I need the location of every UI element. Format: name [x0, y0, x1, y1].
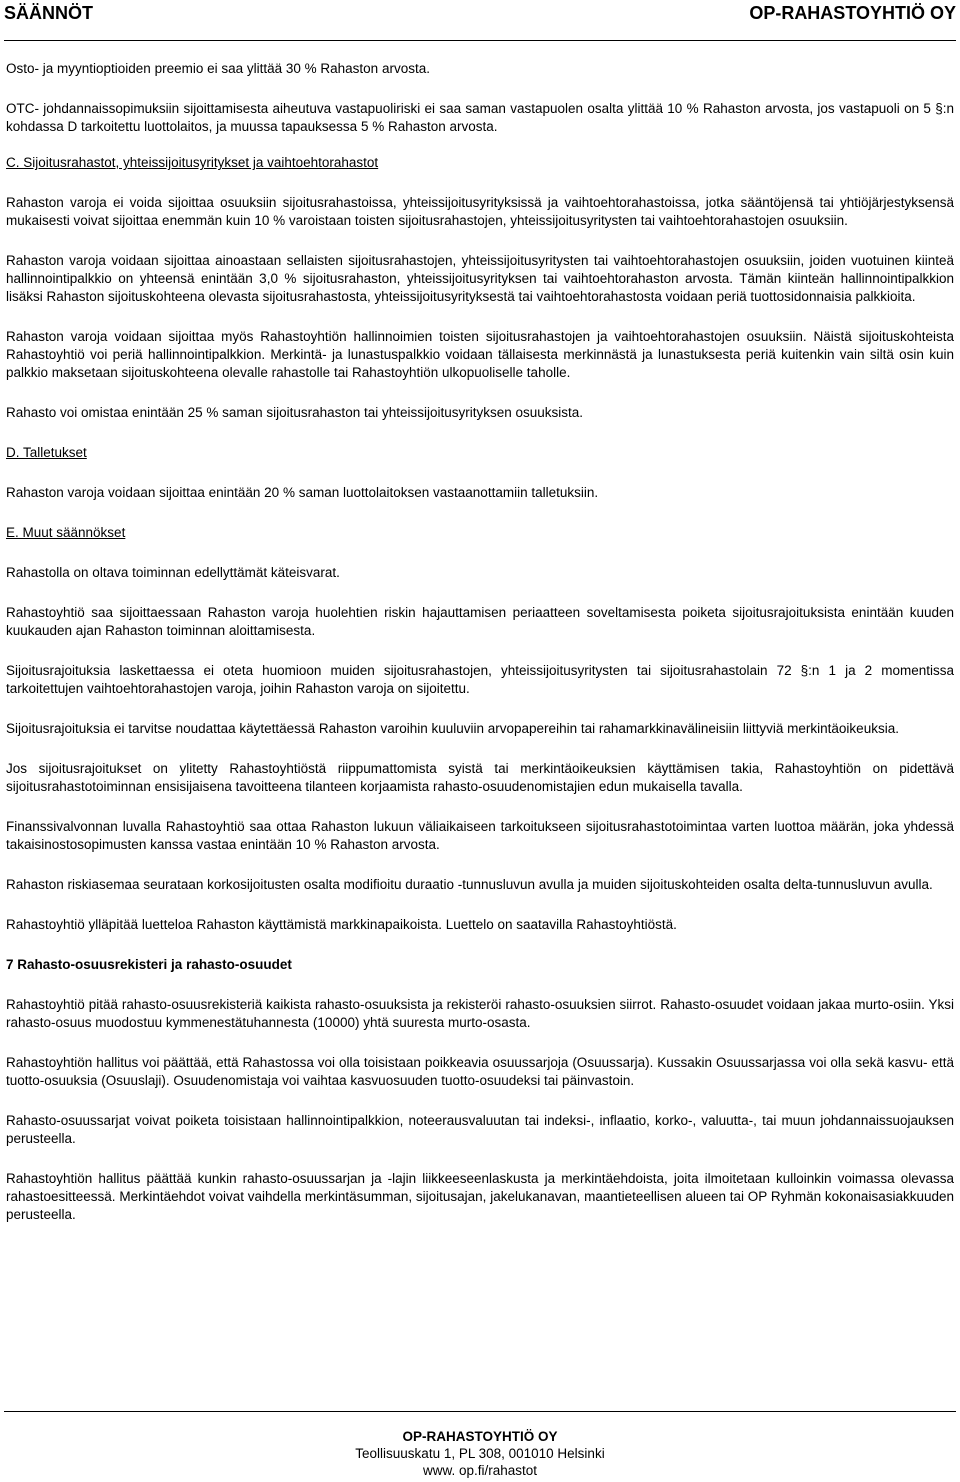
company-name: OP-RAHASTOYHTIÖ OY [749, 3, 956, 23]
paragraph: Rahasto-osuussarjat voivat poiketa toisistaan hallinnointipalkkion, noteerausvaluutan tai indeksi-, inflaatio, korko-, valuutta-, tai muun johdannaissuojauksen perusteella. [6, 1113, 954, 1146]
document-title: SÄÄNNÖT [4, 3, 93, 23]
paragraph: Rahastoyhtiö saa sijoittaessaan Rahaston varoja huolehtien riskin hajauttamisen periaatteen soveltamisesta poiketa sijoitusrajoituksista enintään kuuden kuukauden ajan Rahaston toiminnan aloittamisesta. [6, 605, 954, 638]
paragraph: Sijoitusrajoituksia laskettaessa ei oteta huomioon muiden sijoitusrahastojen, yhteissijoitusyritysten tai sijoitusrahastolain 72 §:n 1 ja 2 momentissa tarkoitettujen vaihtoehtorahastojen varoja, joihin Rahaston varoja on sijoitettu. [6, 663, 954, 696]
footer-website-link[interactable]: www. op.fi/rahastot [422, 1463, 538, 1478]
section-heading-7: 7 Rahasto-osuusrekisteri ja rahasto-osuudet [6, 957, 292, 972]
paragraph: Rahaston riskiasemaa seurataan korkosijoitusten osalta modifioitu duraatio -tunnusluvun avulla ja muiden sijoituskohteiden osalta delta-tunnusluvun avulla. [6, 877, 933, 892]
paragraph: Rahaston varoja voidaan sijoittaa myös Rahastoyhtiön hallinnoimien toisten sijoitusrahastojen ja vaihtoehtorahastojen osuuksiin. Näistä sijoituskohteista Rahastoyhtiö voi periä hallinnointipalkkion. Merkintä- ja lunastuspalkkio voidaan tällaisesta merkinnästä ja lunastuksesta periä kuitenkin vain siltä osin kuin palkkio maksetaan sijoituskohteena olevalle rahastolle tai Rahastoyhtiön ulkopuoliselle taholle. [6, 329, 954, 380]
section-heading-e: E. Muut säännökset [6, 525, 126, 540]
section-heading-c: C. Sijoitusrahastot, yhteissijoitusyritykset ja vaihtoehtorahastot [6, 155, 379, 170]
paragraph: Osto- ja myyntioptioiden preemio ei saa ylittää 30 % Rahaston arvosta. [6, 61, 430, 76]
paragraph: Rahaston varoja voidaan sijoittaa enintään 20 % saman luottolaitoksen vastaanottamiin talletuksiin. [6, 485, 599, 500]
footer-address: Teollisuuskatu 1, PL 308, 001010 Helsinki [355, 1446, 605, 1461]
footer-divider [4, 1411, 956, 1412]
paragraph: Rahastoyhtiö ylläpitää luetteloa Rahaston käyttämistä markkinapaikoista. Luettelo on saatavilla Rahastoyhtiöstä. [6, 917, 677, 932]
paragraph: Finanssivalvonnan luvalla Rahastoyhtiö saa ottaa Rahaston lukuun väliaikaiseen tarkoitukseen sijoitusrahastotoimintaa varten luottoa määrän, joka yhdessä takaisinostosopimusten kanssa vastaa enintään 10 % Rahaston arvosta. [6, 819, 954, 852]
paragraph: Rahaston varoja ei voida sijoittaa osuuksiin sijoitusrahastoissa, yhteissijoitusyrityksissä ja vaihtoehtorahastoissa, jotka sääntöjensä tai yhtiöjärjestyksensä mukaisesti voivat sijoittaa enemmän kuin 10 % varoistaan toisten sijoitusrahastojen, yhteissijoitusyritysten tai vaihtoehtorahastojen osuuksiin. [6, 195, 954, 228]
page-footer [0, 1428, 960, 1479]
paragraph: Jos sijoitusrajoitukset on ylitetty Rahastoyhtiöstä riippumattomista syistä tai merkintäoikeuksien käyttämisen takia, Rahastoyhtiön on pidettävä sijoitusrahastotoiminnan ensisijaisena tavoitteena tilanteen korjaamista rahasto-osuudenomistajien edun mukaisella tavalla. [6, 761, 954, 794]
paragraph: Rahaston varoja voidaan sijoittaa ainoastaan sellaisten sijoitusrahastojen, yhteissijoitusyritysten tai vaihtoehtorahastojen osuuksiin, joiden vuotuinen kiinteä hallinnointipalkkio on yhteensä enintään 3,0 % sijoitusrahaston, yhteissijoitusyrityksen tai vaihtoehtorahaston arvosta. Tämän kiinteän hallinnointipalkkion lisäksi Rahaston sijoituskohteena olevasta sijoitusrahastosta, yhteissijoitusyrityksestä tai vaihtoehtorahastosta voidaan periä tuottosidonnaisia palkkioita. [6, 253, 954, 304]
paragraph: Rahasto voi omistaa enintään 25 % saman sijoitusrahaston tai yhteissijoitusyrityksen osuuksista. [6, 405, 584, 420]
paragraph: Rahastoyhtiön hallitus päättää kunkin rahasto-osuussarjan ja -lajin liikkeeseenlaskusta ja merkintäehdoista, joita ilmoitetaan kulloinkin voimassa olevassa rahastoesitteessä. Merkintäehdot voivat vaihdella merkintäsumman, sijoitusajan, jakelukanavan, maantieteellisen alueen tai OP Ryhmän kokonaisasiakkuuden perusteella. [6, 1171, 954, 1222]
section-heading-d: D. Talletukset [6, 445, 87, 460]
paragraph: Rahastoyhtiön hallitus voi päättää, että Rahastossa voi olla toisistaan poikkeavia osuussarjoja (Osuussarja). Kussakin Osuussarjassa voi olla sekä kasvu- että tuotto-osuuksia (Osuuslaji). Osuudenomistaja voi vaihtaa kasvuosuuden tuotto-osuudeksi tai päinvastoin. [6, 1055, 954, 1088]
document-body [6, 60, 954, 1224]
paragraph: OTC- johdannaissopimuksiin sijoittamisesta aiheutuva vastapuoliriski ei saa saman vastapuolen osalta ylittää 10 % Rahaston arvosta, jos vastapuoli on 5 §:n kohdassa D tarkoitettu luottolaitos, ja muussa tapauksessa 5 % Rahaston arvosta. [6, 101, 954, 134]
page-header [0, 0, 960, 40]
footer-company-name: OP-RAHASTOYHTIÖ OY [402, 1429, 558, 1444]
paragraph: Sijoitusrajoituksia ei tarvitse noudattaa käytettäessä Rahaston varoihin kuuluviin arvopapereihin tai rahamarkkinavälineisiin liittyviä merkintäoikeuksia. [6, 721, 899, 736]
header-divider [4, 40, 956, 41]
paragraph: Rahastoyhtiö pitää rahasto-osuusrekisteriä kaikista rahasto-osuuksista ja rekisteröi rahasto-osuuksien siirrot. Rahasto-osuudet voidaan jakaa murto-osiin. Yksi rahasto-osuus muodostuu kymmenestätuhannesta (10000) yhtä suuresta murto-osasta. [6, 997, 954, 1030]
paragraph: Rahastolla on oltava toiminnan edellyttämät käteisvarat. [6, 565, 340, 580]
